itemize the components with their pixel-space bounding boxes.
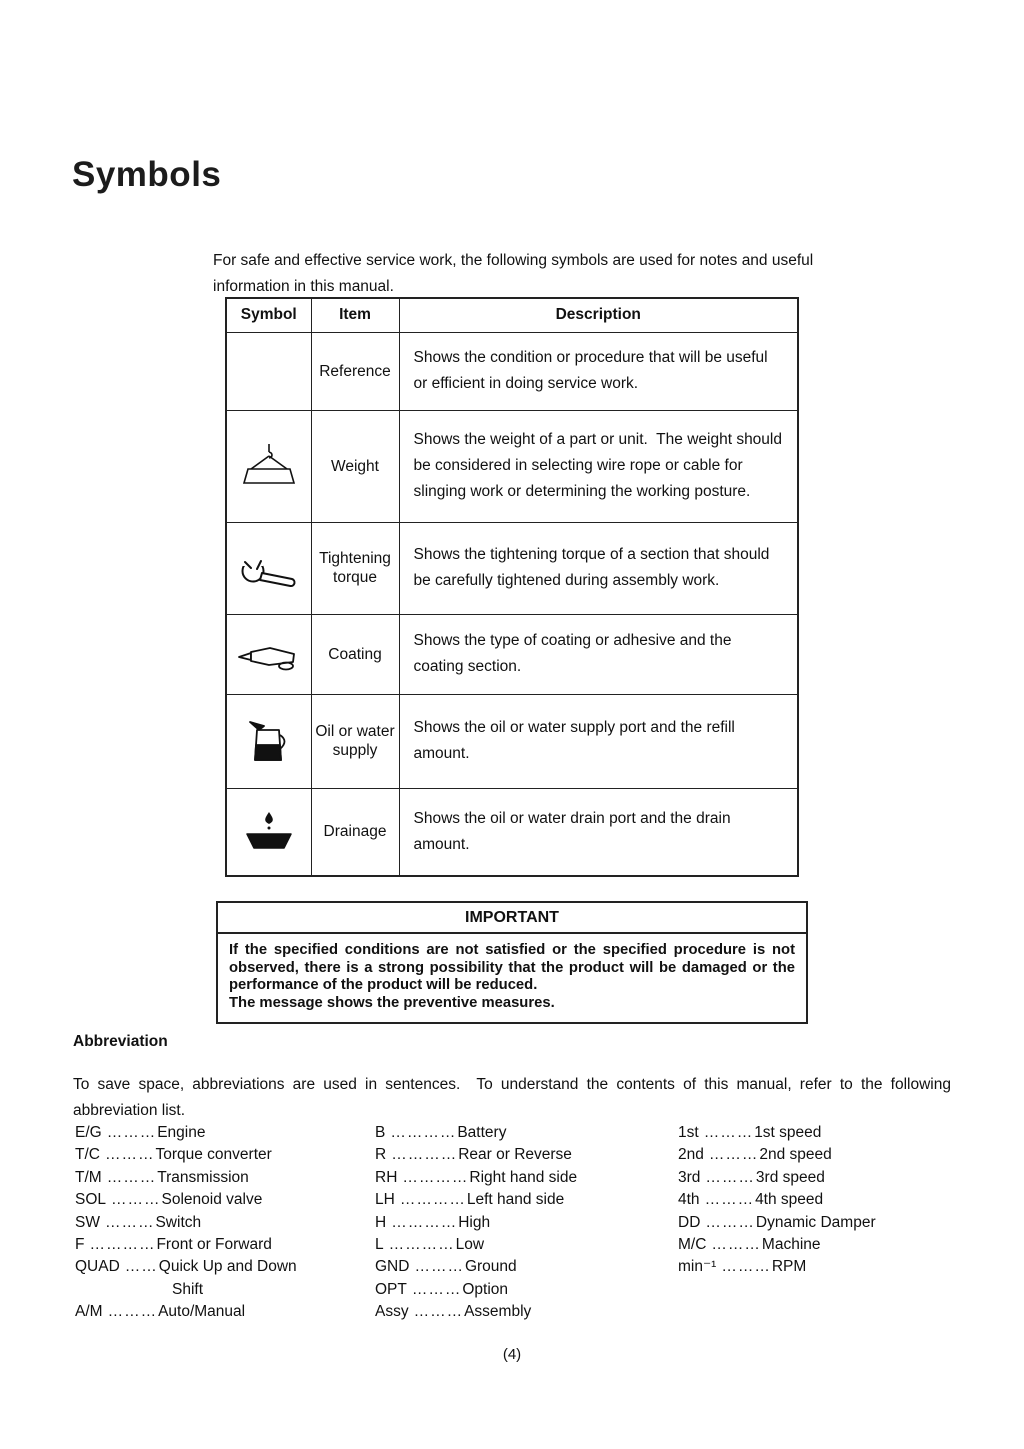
abbreviation-term: 2nd [678,1146,704,1164]
item-label: Weight [311,410,399,522]
abbreviation-entry [678,1189,938,1211]
symbols-table [225,297,799,877]
abbreviation-intro: To save space, abbreviations are used in sentences. To understand the contents of this manual, refer to the following abbreviation list. [73,1075,956,1119]
column-header-item: Item [311,298,399,332]
dot-leader: …… [124,1258,158,1276]
weight-icon [234,443,304,489]
item-label: Oil or water supply [311,694,399,788]
abbreviation-meaning: RPM [771,1258,807,1276]
abbreviation-meaning: Front or Forward [156,1236,272,1254]
abbreviation-entry [678,1256,938,1278]
abbreviation-entry [375,1234,678,1256]
abbreviation-entry [75,1122,375,1144]
abbreviation-meaning: Solenoid valve [161,1191,263,1209]
table-header-row [226,298,798,332]
abbreviation-entry [75,1212,375,1234]
abbreviation-meaning: 1st speed [754,1124,822,1141]
abbreviation-meaning: 4th speed [755,1191,824,1209]
symbol-cell [226,788,311,876]
abbreviation-entry [678,1212,938,1234]
abbreviation-term: F [75,1236,85,1254]
dot-leader: ……… [705,1168,755,1186]
abbreviation-entry [375,1279,678,1301]
important-body: If the specified conditions are not satisfied or the specified procedure is not observed, there is a strong possibility that the product will be damaged or the performance of the product will be reduced. [229,942,795,994]
symbol-cell [226,410,311,522]
table-row [226,788,798,876]
abbreviation-column-1 [75,1122,375,1324]
abbreviation-entry [375,1256,678,1278]
dot-leader: ……… [107,1303,158,1321]
column-header-description: Description [399,298,798,332]
abbreviation-entry [375,1167,678,1189]
abbreviation-term: RH [375,1168,398,1186]
symbols-table-header [226,298,798,332]
dot-leader: ……… [711,1236,761,1254]
coating-icon [236,635,302,673]
description-text: Shows the type of coating or adhesive and the coating section. [399,614,798,694]
abbreviation-meaning: Switch [155,1213,202,1231]
dot-leader: ………… [390,1124,457,1141]
abbreviation-meaning: Right hand side [469,1168,578,1186]
item-label: Drainage [311,788,399,876]
abbreviation-term: L [375,1236,384,1254]
item-label: Coating [311,614,399,694]
abbreviation-term: 4th [678,1191,700,1209]
abbreviation-meaning: Low [455,1236,485,1254]
dot-leader: ……… [414,1258,464,1276]
dot-leader: ……… [708,1146,759,1164]
dot-leader: ………… [89,1236,156,1254]
abbreviation-meaning: Machine [761,1236,821,1254]
description-text: Shows the oil or water supply port and the refill amount. [399,694,798,788]
abbreviation-term: 3rd [678,1168,701,1186]
abbreviation-term: T/M [75,1168,102,1186]
abbreviation-entry [375,1301,678,1323]
dot-leader: ……… [111,1191,161,1209]
abbreviation-entry [678,1122,938,1144]
dot-leader: ………… [388,1236,455,1254]
symbol-cell-empty [226,332,311,410]
important-title: IMPORTANT [218,903,806,934]
page-title: Symbols [72,155,222,194]
tightening-torque-icon [236,545,302,591]
abbreviation-meaning: Assembly [464,1303,532,1321]
abbreviation-term: Assy [375,1303,409,1321]
abbreviation-term: QUAD [75,1258,120,1276]
important-note: The message shows the preventive measures. [229,994,555,1011]
dot-leader: ……… [104,1146,155,1164]
dot-leader: ……… [704,1191,755,1209]
dot-leader: ……… [721,1258,771,1276]
dot-leader: ……… [104,1213,155,1231]
symbol-cell [226,694,311,788]
abbreviation-term: min⁻¹ [678,1258,717,1276]
abbreviation-heading: Abbreviation [73,1033,168,1050]
dot-leader: ………… [391,1146,458,1164]
intro-paragraph: For safe and effective service work, the following symbols are used for notes and useful information in this manual. [213,251,818,295]
abbreviation-entry [75,1301,375,1323]
item-label: Reference [311,332,399,410]
abbreviation-column-2 [375,1122,678,1324]
dot-leader: ……… [705,1213,755,1231]
table-row [226,410,798,522]
symbol-cell [226,522,311,614]
abbreviation-entry [678,1234,938,1256]
description-text: Shows the condition or procedure that will be useful or efficient in doing service work. [399,332,798,410]
abbreviation-meaning: Ground [464,1258,517,1276]
abbreviation-entry [75,1167,375,1189]
dot-leader: ……… [106,1124,157,1141]
symbol-cell [226,614,311,694]
page-number: (4) [502,1346,522,1363]
abbreviation-entry [75,1234,375,1256]
abbreviation-meaning: Option [462,1280,509,1298]
dot-leader: ………… [399,1191,466,1209]
important-box [216,901,808,1024]
abbreviation-meaning: Torque converter [155,1146,272,1164]
abbreviation-entry [75,1189,375,1211]
abbreviation-meaning: Engine [157,1124,206,1141]
abbreviation-meaning: Transmission [157,1168,249,1186]
description-text: Shows the oil or water drain port and the drain amount. [399,788,798,876]
abbreviation-meaning: Rear or Reverse [458,1146,572,1164]
abbreviation-entry [375,1212,678,1234]
abbreviation-term: E/G [75,1124,102,1141]
abbreviation-list [75,1122,985,1324]
abbreviation-entry-continuation: Shift [172,1280,204,1298]
abbreviation-meaning: High [458,1213,491,1231]
abbreviation-meaning: 3rd speed [755,1168,825,1186]
abbreviation-term: SOL [75,1191,107,1209]
dot-leader: ………… [402,1168,469,1186]
abbreviation-meaning: Battery [457,1124,507,1141]
abbreviation-term: SW [75,1213,100,1231]
dot-leader: ……… [413,1303,464,1321]
dot-leader: ……… [703,1124,754,1141]
abbreviation-term: B [375,1124,386,1141]
abbreviation-term: 1st [678,1124,699,1141]
abbreviation-meaning: Auto/Manual [158,1303,246,1321]
abbreviation-term: GND [375,1258,410,1276]
dot-leader: ……… [411,1280,462,1298]
description-text: Shows the tightening torque of a section that should be carefully tightened during assembly work. [399,522,798,614]
abbreviation-meaning: Dynamic Damper [755,1213,876,1231]
dot-leader: ……… [106,1168,157,1186]
abbreviation-meaning: 2nd speed [759,1146,832,1164]
abbreviation-entry [375,1189,678,1211]
column-header-symbol: Symbol [226,298,311,332]
abbreviation-term: DD [678,1213,701,1231]
abbreviation-entry [678,1167,938,1189]
abbreviation-term: A/M [75,1303,103,1321]
abbreviation-entry [75,1144,375,1166]
description-text: Shows the weight of a part or unit. The weight should be considered in selecting wire rope or cable for slinging work or determining the working posture. [399,410,798,522]
dot-leader: ………… [391,1213,458,1231]
abbreviation-meaning: Quick Up and Down [158,1258,297,1276]
abbreviation-entry [375,1122,678,1144]
abbreviation-entry [75,1256,375,1278]
abbreviation-term: M/C [678,1236,707,1254]
table-row [226,332,798,410]
abbreviation-entry [375,1144,678,1166]
abbreviation-term: LH [375,1191,395,1209]
abbreviation-term: R [375,1146,387,1164]
table-row [226,522,798,614]
table-row [226,614,798,694]
abbreviation-meaning: Left hand side [466,1191,565,1209]
oil-water-supply-icon [245,718,293,764]
item-label: Tightening torque [311,522,399,614]
abbreviation-column-3 [678,1122,938,1324]
abbreviation-entry [678,1144,938,1166]
abbreviation-term: OPT [375,1280,407,1298]
abbreviation-term: T/C [75,1146,100,1164]
abbreviation-term: H [375,1213,387,1231]
table-row [226,694,798,788]
drainage-icon [241,810,297,854]
